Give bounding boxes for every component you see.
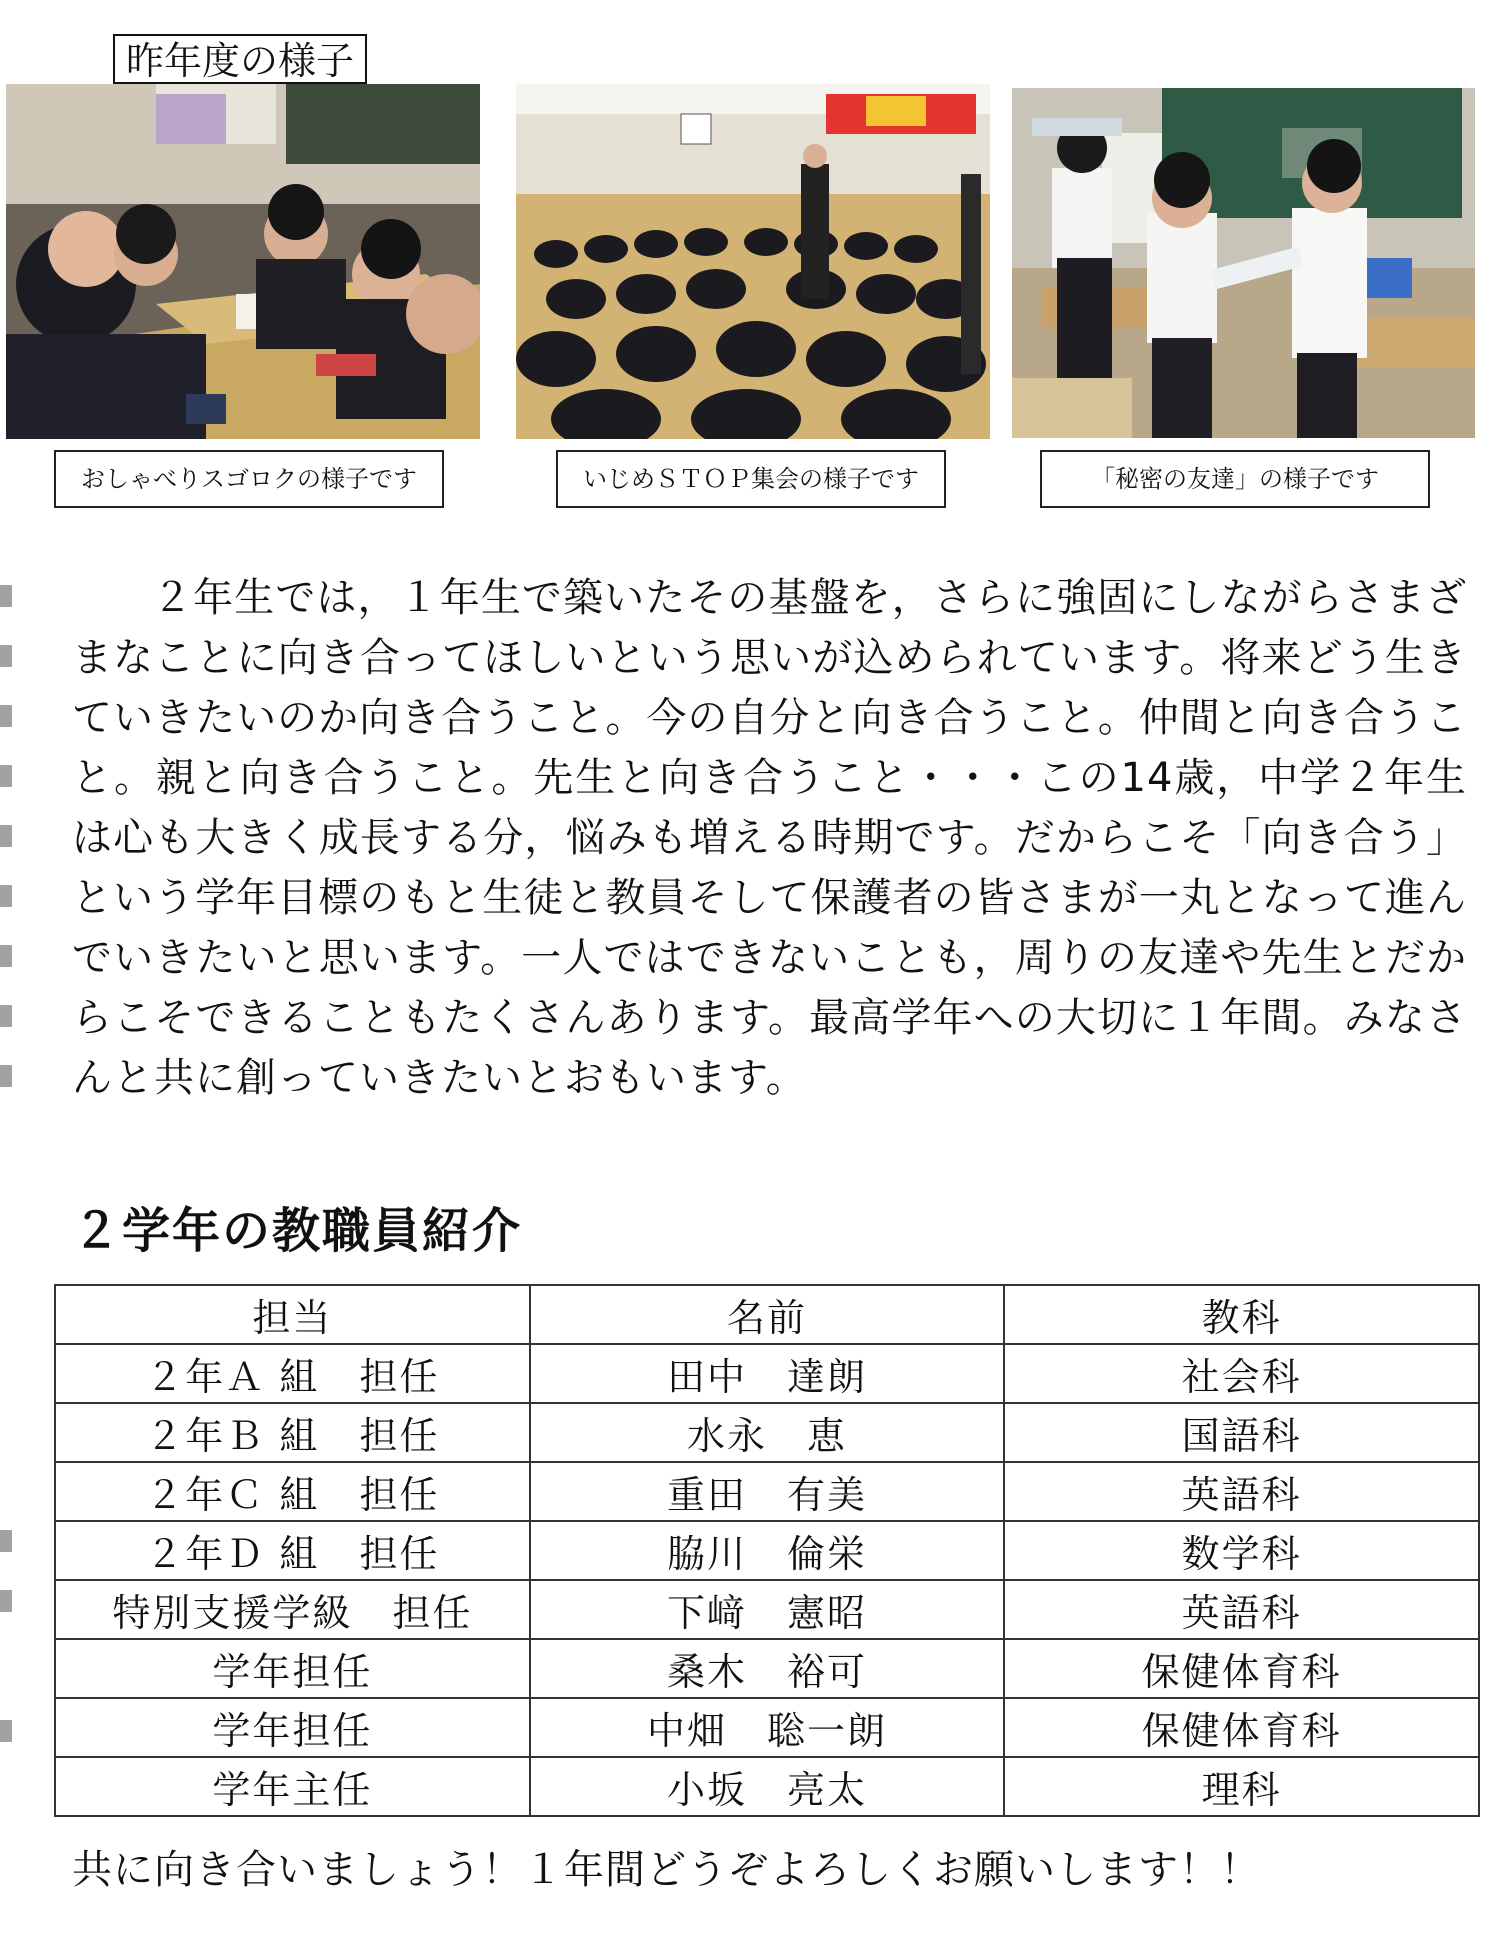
staff-subject: 英語科: [1004, 1580, 1479, 1639]
column-header-subject: 教科: [1004, 1285, 1479, 1344]
staff-subject: 英語科: [1004, 1462, 1479, 1521]
staff-name: 下﨑 憲昭: [530, 1580, 1005, 1639]
staff-table-header-row: [55, 1285, 1479, 1344]
clipped-left-column: [0, 575, 14, 1775]
column-header-role: 担当: [55, 1285, 530, 1344]
staff-name: 小坂 亮太: [530, 1757, 1005, 1816]
photo-sugoroku-image: [6, 84, 480, 439]
staff-subject: 理科: [1004, 1757, 1479, 1816]
table-row: [55, 1698, 1479, 1757]
section-label: 昨年度の様子: [113, 34, 367, 84]
table-row: [55, 1344, 1479, 1403]
staff-name: 田中 達朗: [530, 1344, 1005, 1403]
staff-role: ２年Ｃ 組 担任: [55, 1462, 530, 1521]
staff-role: ２年Ｂ 組 担任: [55, 1403, 530, 1462]
table-row: [55, 1639, 1479, 1698]
staff-subject: 保健体育科: [1004, 1698, 1479, 1757]
photo-secret-friend-image: [1012, 88, 1475, 438]
staff-name: 重田 有美: [530, 1462, 1005, 1521]
staff-subject: 国語科: [1004, 1403, 1479, 1462]
photo-caption-sugoroku: おしゃべりスゴロクの様子です: [54, 450, 444, 508]
staff-role: 学年担任: [55, 1698, 530, 1757]
staff-role: 学年担任: [55, 1639, 530, 1698]
staff-heading: ２学年の教職員紹介: [72, 1203, 523, 1259]
table-row: [55, 1757, 1479, 1816]
photo-assembly: [516, 84, 990, 439]
table-row: [55, 1403, 1479, 1462]
photo-secret-friend: [1012, 88, 1475, 438]
table-row: [55, 1580, 1479, 1639]
staff-role: ２年Ａ 組 担任: [55, 1344, 530, 1403]
staff-subject: 数学科: [1004, 1521, 1479, 1580]
staff-role: ２年Ｄ 組 担任: [55, 1521, 530, 1580]
photo-caption-assembly: いじめＳＴＯＰ集会の様子です: [556, 450, 946, 508]
staff-subject: 社会科: [1004, 1344, 1479, 1403]
photo-caption-secret-friend: 「秘密の友達」の様子です: [1040, 450, 1430, 508]
photo-sugoroku: [6, 84, 480, 439]
body-paragraph-text: ２年生では，１年生で築いたその基盤を，さらに強固にしながらさまざまなことに向き合ってほしいという思いが込められています。将来どう生きていきたいのか向き合うこと。今の自分と向き合うこと。仲間と向き合うこと。親と向き合うこと。先生と向き合うこと・・・この14歳，中学２年生は心も大きく成長する分，悩みも増える時期です。だからこそ「向き合う」という学年目標のもと生徒と教員そして保護者の皆さまが一丸となって進んでいきたいと思います。一人ではできないことも，周りの友達や先生とだからこそできることもたくさんあります。最高学年への大切に１年間。みなさんと共に創っていきたいとおもいます。: [72, 575, 1467, 1101]
body-paragraph: [72, 568, 1467, 1108]
table-row: [55, 1462, 1479, 1521]
staff-role: 特別支援学級 担任: [55, 1580, 530, 1639]
staff-name: 中畑 聡一朗: [530, 1698, 1005, 1757]
staff-role: 学年主任: [55, 1757, 530, 1816]
staff-name: 桑木 裕可: [530, 1639, 1005, 1698]
table-row: [55, 1521, 1479, 1580]
staff-name: 脇川 倫栄: [530, 1521, 1005, 1580]
column-header-name: 名前: [530, 1285, 1005, 1344]
staff-table: [54, 1284, 1480, 1817]
closing-message: 共に向き合いましょう！１年間どうぞよろしくお願いします！！: [72, 1847, 1261, 1893]
staff-name: 水永 恵: [530, 1403, 1005, 1462]
photo-assembly-image: [516, 84, 990, 439]
staff-subject: 保健体育科: [1004, 1639, 1479, 1698]
